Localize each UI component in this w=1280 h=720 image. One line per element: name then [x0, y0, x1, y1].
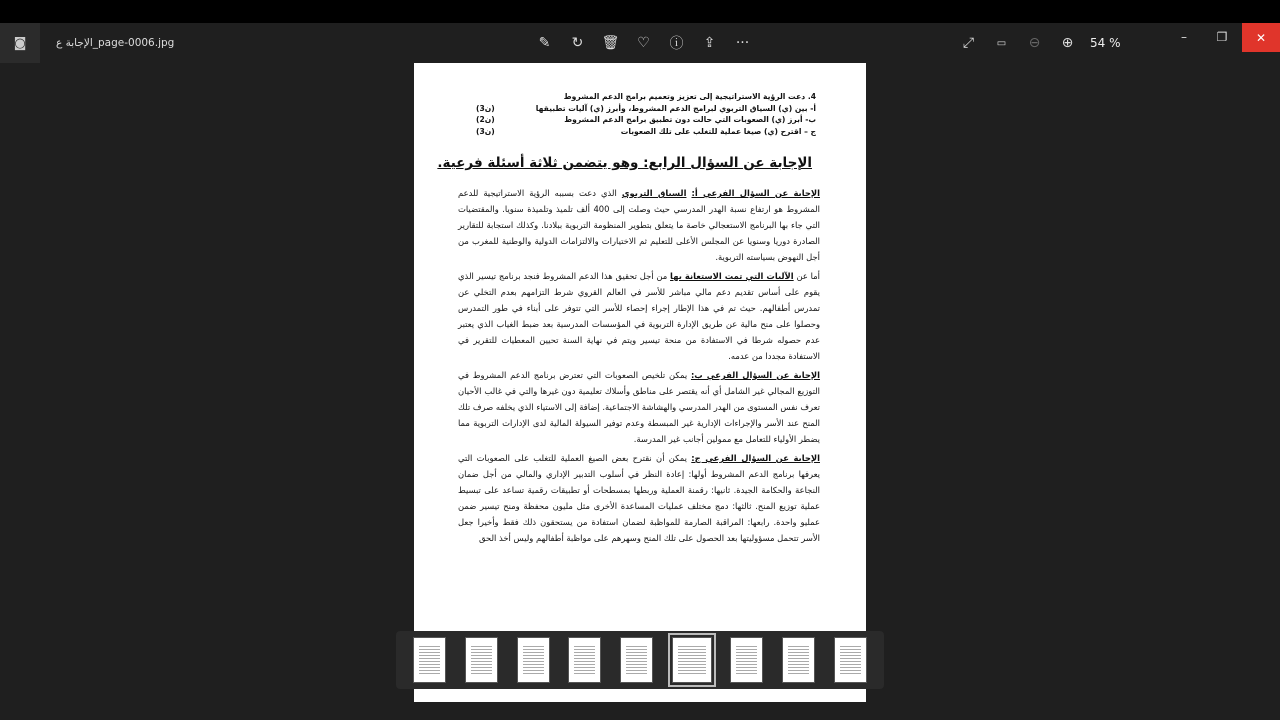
- question-points: (2ن): [476, 115, 495, 124]
- question-item: ج – اقترح (ي) صيغا عملية للتغلب على تلك الصعوبات: [620, 126, 816, 136]
- thumbnail[interactable]: [834, 637, 867, 683]
- paragraph-lead: الإجابة عن السؤال الفرعي أ:: [691, 188, 820, 198]
- thumbnail[interactable]: [465, 637, 498, 683]
- minimize-button[interactable]: –: [1181, 30, 1187, 44]
- zoom-out-icon[interactable]: ⊖: [1028, 35, 1041, 51]
- rotate-icon[interactable]: ↻: [571, 35, 584, 51]
- answer-paragraph: [458, 268, 820, 364]
- thumbnail[interactable]: [413, 637, 446, 683]
- question-item: ب- أبرز (ي) الصعوبات التي حالت دون تطبيق برامج الدعم المشروط: [564, 115, 816, 124]
- paragraph-text: من أجل تحقيق هذا الدعم المشروط فنجد برنامج تيسير الذي يقوم على أساس تقديم دعم مالي مباشر للأسر في العالم القروي شرط التزامهم بعدم التخلي عن تمدرس أطفالهم. حيث تم في هذا الإطار إجراء إحصاء للأسر التي تتوفر على أبناء في طور التمدرس وحصلوا على منح مالية عن طريق الإدارة التربوية في المؤسسات المدرسية بعد ضبط الغياب الذي يعتبر عدم حصوله شرطا في الاستفادة من منحة تيسير ويتم في نهاية السنة تحيين المعطيات للتقرير في الاستفادة مجددا من عدمه.: [458, 271, 820, 361]
- thumbnail[interactable]: [782, 637, 815, 683]
- question-item: أ- بين (ي) السياق التربوي لبرامج الدعم المشروط، وأبرز (ي) آليات تطبيقها: [535, 103, 816, 113]
- paragraph-text: الذي دعت بسببه الرؤية الاستراتيجية للدعم المشروط هو ارتفاع نسبة الهدر المدرسي حيث وصلت إلى 400 ألف تلميذ وتلميذة سنويا. والمقتضيات التي جاء بها البرنامج الاستعجالي خاصة ما يتعلق بتطوير المنظومة التربوية ببلادنا. وكذلك استجابة للتقارير الصادرة دوريا وسنويا عن المجلس الأعلى للتعليم ثم الاختيارات والالتزامات الدولية والوطنية للمغرب من أجل النهوض بسياسته التربوية.: [458, 188, 820, 262]
- paragraph-lead2: السياق التربوي: [621, 188, 687, 198]
- zoom-level[interactable]: 54 %: [1090, 36, 1121, 50]
- answer-paragraph: [458, 185, 820, 265]
- favorite-icon[interactable]: ♡: [637, 35, 650, 51]
- share-icon[interactable]: ⇪: [703, 35, 716, 51]
- paragraph-lead: الإجابة عن السؤال الفرعي ب:: [690, 370, 820, 380]
- answer-paragraph: [458, 450, 820, 546]
- question-title: 4. دعت الرؤية الاستراتيجية إلى تعزيز وتعميم برامج الدعم المشروط: [563, 92, 816, 101]
- filmstrip: [396, 631, 884, 689]
- thumbnail[interactable]: [517, 637, 550, 683]
- paragraph-lead: الإجابة عن السؤال الفرعي ج:: [691, 453, 820, 463]
- edit-icon[interactable]: ✎: [538, 35, 551, 51]
- info-icon[interactable]: ⓘ: [669, 36, 684, 52]
- document-page: [414, 63, 866, 702]
- photos-app-window: [0, 23, 1280, 720]
- thumbnail-selected[interactable]: [672, 637, 712, 683]
- thumbnail[interactable]: [620, 637, 653, 683]
- thumbnail[interactable]: [568, 637, 601, 683]
- photos-app-icon[interactable]: ◙: [0, 23, 40, 63]
- zoom-in-icon[interactable]: ⊕: [1061, 35, 1074, 51]
- actual-size-icon[interactable]: ▭: [996, 37, 1007, 49]
- toolbar: [528, 23, 759, 63]
- file-name: الإجابة ع_page-0006.jpg: [56, 37, 175, 49]
- paragraph-text: يمكن تلخيص الصعوبات التي تعترض برنامج الدعم المشروط في التوزيع المجالي غير الشامل أي أنه يقتصر على مناطق وأسلاك تعليمية دون غيرها والتي في غالب الأحيان تعرف نفس المستوى من الهدر المدرسي والهشاشة الاجتماعية. إضافة إلى الاستياء الذي يخلفه صرف تلك المنح عند الأسر والإجراءات الإدارية غير المبسطة وعدم توفير السيولة المالية لدى الإدارات التربوية مما يضطر الأولياء للتعامل مع ممولين أجانب غير المدرسة.: [458, 370, 820, 444]
- titlebar: [0, 23, 1280, 63]
- question-points: (3ن): [476, 126, 495, 136]
- question-points: (3ن): [476, 103, 495, 113]
- answer-body: [458, 185, 820, 549]
- paragraph-text: يمكن أن نقترح بعض الصيغ العملية للتغلب على الصعوبات التي يعرفها برنامج الدعم المشروط أولها: إعادة النظر في أسلوب التدبير الإداري والمالي من أجل ضمان النجاعة والحكامة الجيدة. ثانيها: رقمنة العملية وربطها بمسطحات أو تطبيقات رقمية تساعد على تبسيط عملية توزيع المنح. ثالثها: دمج مختلف عمليات المساعدة الأخرى مثل مليون محفظة ومنح تيسير ضمن عمليو واحدة. رابعها: المراقبة الصارمة للمواظبة لضمان استفادة من يستحقون ذلك فقط وأخيرا جعل الأسر تتحمل مسؤوليتها بعد الحصول على تلك المنح وسهرهم على مواظبة أطفالهم وليس أخذ الحق: [458, 453, 820, 543]
- question-block: [476, 91, 816, 137]
- restore-button[interactable]: ❐: [1216, 30, 1228, 44]
- answer-heading: الإجابة عن السؤال الرابع: وهو يتضمن ثلاثة أسئلة فرعية.: [437, 155, 812, 171]
- thumbnail[interactable]: [730, 637, 763, 683]
- answer-paragraph: [458, 367, 820, 447]
- close-button[interactable]: ✕: [1242, 23, 1280, 52]
- fullscreen-icon[interactable]: ⤢: [962, 35, 975, 51]
- delete-icon[interactable]: 🗑: [601, 35, 620, 51]
- paragraph-lead: أما عن: [796, 271, 820, 281]
- paragraph-lead2: الآليات التي تمت الاستعانة بها: [670, 271, 794, 281]
- more-icon[interactable]: ···: [735, 35, 750, 51]
